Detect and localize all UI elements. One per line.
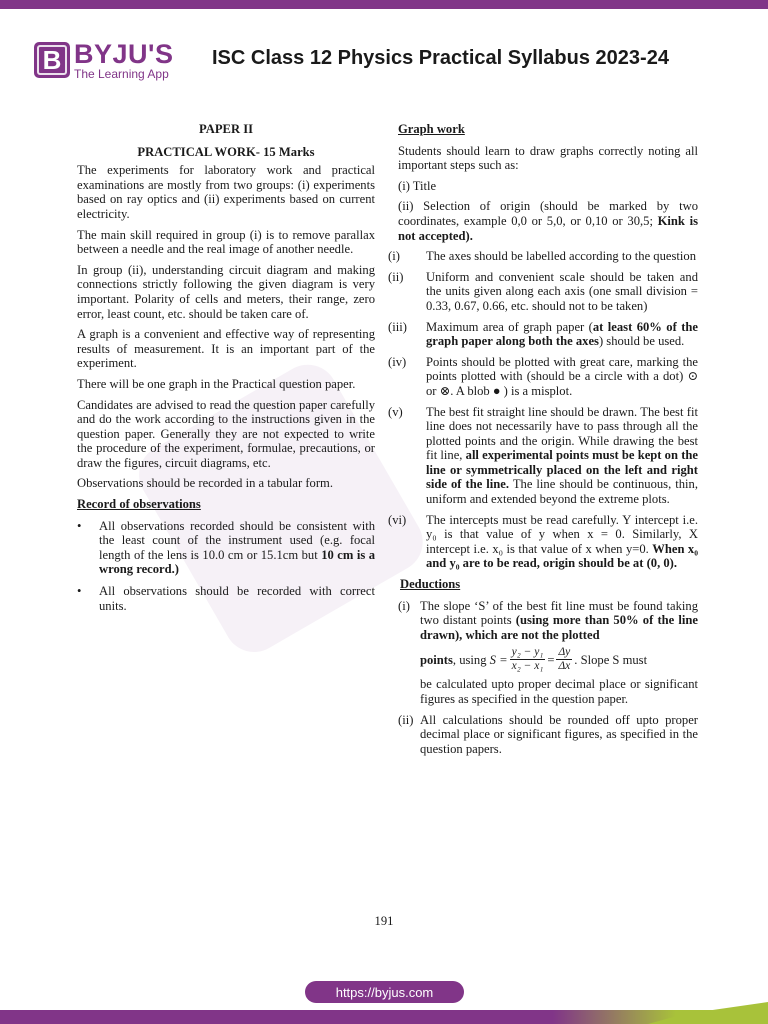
paragraph: A graph is a convenient and effective way of representing results of measurement. It is an important part of the experiment. bbox=[77, 327, 375, 371]
slope-formula: points , using S = $\frac{\text{y₂ − y₁}}{\text{x₂ − x₁}}$ = $\frac{\Delta y}{\Delta x}$ . Slope S must bbox=[420, 646, 648, 673]
list-item: (ii) All calculations should be rounded off upto proper decimal place or significant figures, as specified in the question papers. bbox=[398, 712, 698, 756]
logo-name: BYJU'S bbox=[74, 39, 174, 69]
circle-dot-icon: ⊙ bbox=[687, 369, 698, 384]
right-column bbox=[388, 122, 698, 762]
list-item: (i) The slope ‘S’ of the best fit line must be found taking two distant points (using more than 50% of the line drawn), which are not the plotted points , using S = $\frac{\text{y₂ − y₁}}{\text{x₂ − x₁}}$ = $\frac{\Delta y}{\Delta x}$ . Slope S must be calculated upto proper decimal place or significant figures as specified in the question paper. bbox=[398, 598, 698, 706]
list-item: • All observations should be recorded with correct units. bbox=[77, 584, 375, 613]
byjus-logo bbox=[34, 39, 174, 82]
paragraph: Observations should be recorded in a tabular form. bbox=[77, 476, 333, 491]
paragraph: In group (ii), understanding circuit diagram and making connections strictly following the given diagram is very important. Polarity of cells and meters, their range, zero error, least count, etc. should be taken care of. bbox=[77, 262, 375, 321]
left-column bbox=[77, 122, 375, 620]
bullet-icon: • bbox=[77, 584, 82, 599]
list-item: (iv) Points should be plotted with great care, marking the points plotted with (should be a circle with a dot) ⊙ or ⊗. A blob ● ) is a misplot. bbox=[388, 354, 698, 398]
paragraph: The experiments for laboratory work and practical examinations are mostly from two groups: (i) experiments based on ray optics and (ii) experiments based on current electricity. bbox=[77, 163, 375, 221]
top-accent-bar bbox=[0, 0, 768, 9]
deductions-heading: Deductions bbox=[400, 577, 461, 592]
record-observations-heading: Record of observations bbox=[77, 497, 201, 512]
paragraph: (i) Title bbox=[398, 178, 437, 193]
graph-work-heading: Graph work bbox=[398, 122, 465, 136]
logo-badge-icon: B bbox=[34, 42, 70, 78]
paper-heading: PAPER II bbox=[199, 122, 253, 136]
page-number: 191 bbox=[374, 914, 394, 928]
list-item: (v) The best fit straight line should be drawn. The best fit line does not necessarily have to pass through all the plotted points and the origin. While drawing the best fit line, all experimental points must be kept on the line or symmetrically placed on the left and right side of the line. The line should be continuous, thin, uniform and extended beyond the extreme plots. bbox=[388, 404, 698, 507]
page-title: ISC Class 12 Physics Practical Syllabus 2023-24 bbox=[212, 47, 669, 69]
website-link[interactable]: https://byjus.com bbox=[305, 981, 464, 1003]
list-item: (iii) Maximum area of graph paper (at least 60% of the graph paper along both the axes) should be used. bbox=[388, 319, 698, 349]
practical-work-heading: PRACTICAL WORK- 15 Marks bbox=[137, 144, 315, 159]
paragraph: The main skill required in group (i) is to remove parallax between a needle and the real image of another needle. bbox=[77, 227, 375, 257]
list-item: (vi) The intercepts must be read carefully. Y intercept i.e. y₀ is that value of y when x = 0. Similarly, X intercept i.e. x₀ is that value of x when y=0. When x₀ and y₀ are to be read, origin should be at (0, 0). bbox=[388, 512, 698, 571]
logo-tagline: The Learning App bbox=[74, 67, 169, 81]
paragraph: (ii) Selection of origin (should be marked by two coordinates, example 0,0 or 5,0, or 0,10 or 30,5; Kink is not accepted). bbox=[398, 199, 699, 243]
list-item: (ii) Uniform and convenient scale should be taken and the units given along each axis (one small division = 0.33, 0.67, 0.66, etc. should not to be taken) bbox=[388, 269, 698, 313]
paragraph: Students should learn to draw graphs correctly noting all important steps such as: bbox=[398, 143, 698, 173]
bottom-accent-bar bbox=[0, 1010, 768, 1024]
bullet-icon: • bbox=[77, 518, 82, 533]
paragraph: Candidates are advised to read the question paper carefully and do the work according to the instructions given in the question paper. Generally they are not expected to write the procedure of the experiment, formulae, precautions, or draw the figures, circuit diagrams, etc. bbox=[77, 397, 375, 470]
blob-icon: ● bbox=[492, 383, 501, 398]
list-item: • All observations recorded should be consistent with the least count of the instrument used (e.g. focal length of the lens is 10.0 cm or 15.1cm but 10 cm is a wrong record.) bbox=[77, 518, 375, 577]
paragraph: There will be one graph in the Practical question paper. bbox=[77, 376, 356, 391]
list-item: (i) The axes should be labelled according to the question bbox=[388, 249, 696, 264]
